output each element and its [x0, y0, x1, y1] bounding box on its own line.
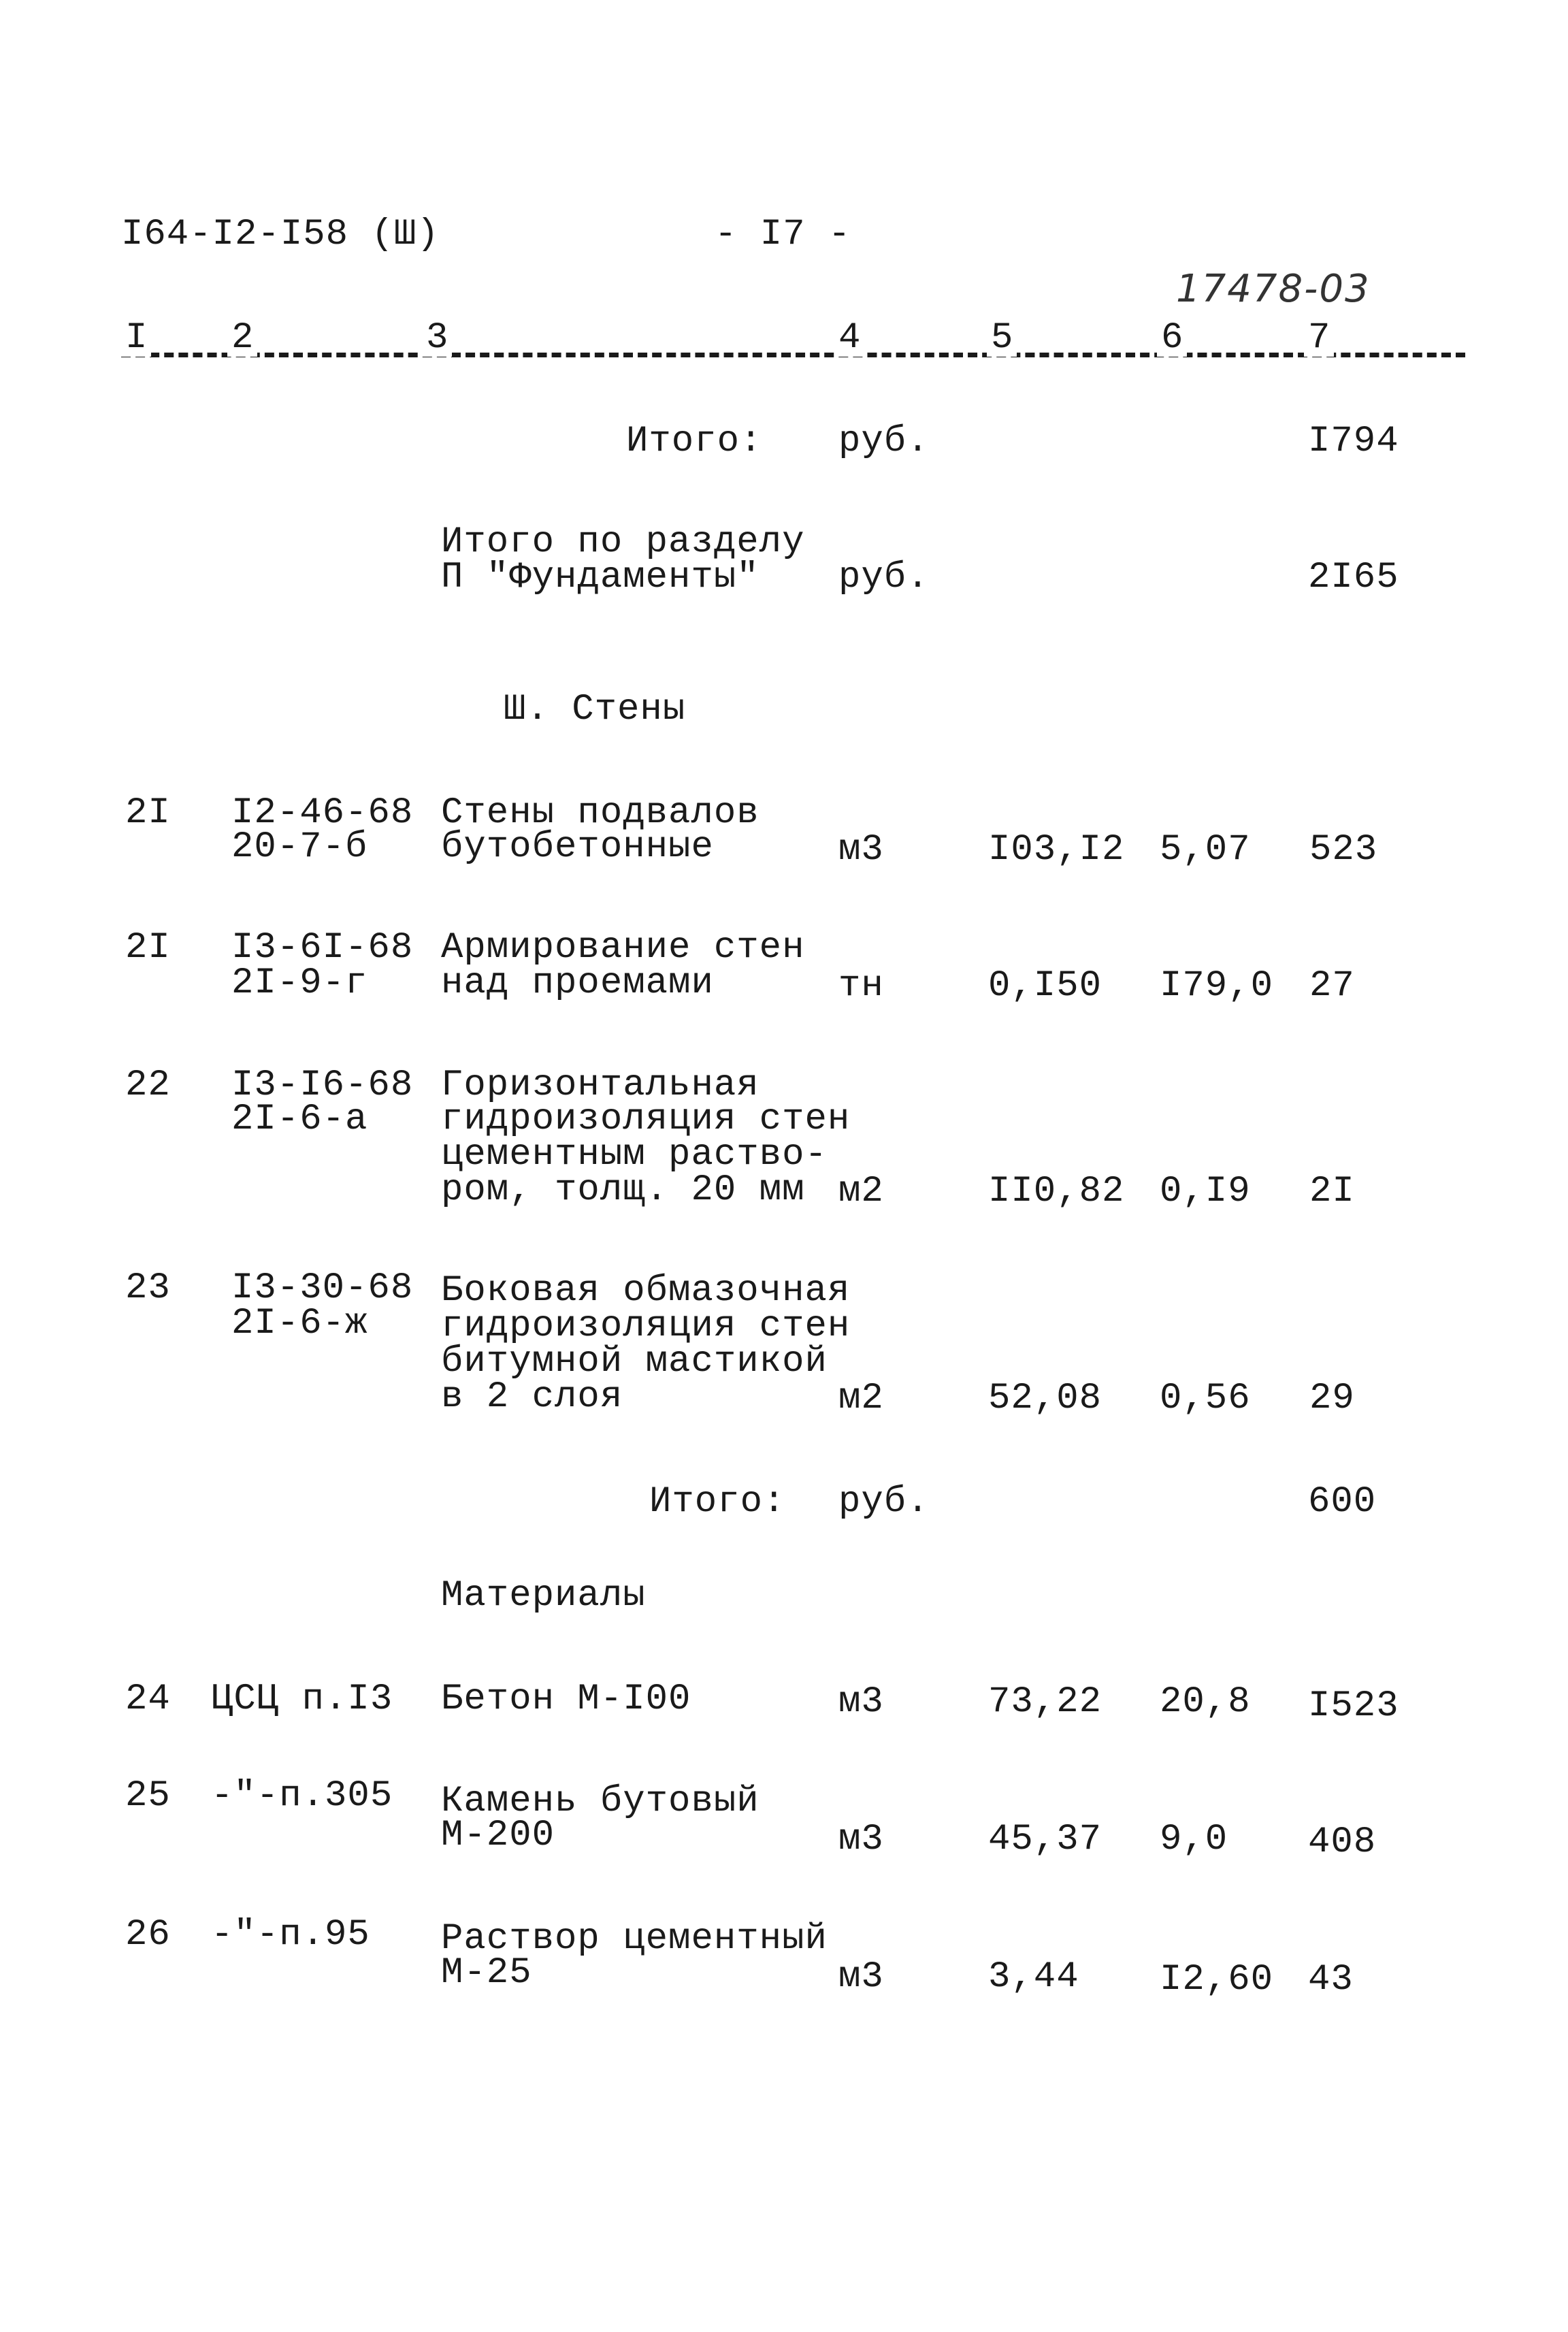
row-number: 22: [125, 1065, 171, 1106]
row-total: 523: [1309, 829, 1378, 871]
document-code: I64-I2-I58 (Ш): [121, 214, 440, 255]
page-number: - I7 -: [715, 214, 851, 255]
row-unit: м3: [838, 1681, 884, 1723]
itogo-value: I794: [1308, 421, 1399, 462]
row-total: 43: [1308, 1959, 1354, 2001]
row-code: I3-30-68: [231, 1267, 414, 1309]
row-total: 408: [1308, 1821, 1377, 1863]
row-code: I3-I6-68: [231, 1065, 414, 1106]
row-unit: м2: [838, 1378, 884, 1419]
column-number-7: 7: [1304, 320, 1334, 357]
row-description-line: битумной мастикой: [441, 1341, 828, 1382]
row-unit: тн: [838, 965, 884, 1007]
row-price: 0,I9: [1160, 1171, 1251, 1212]
row-quantity: II0,82: [988, 1171, 1125, 1212]
row-code: -"-п.95: [211, 1914, 370, 1956]
row-description-line: Боковая обмазочная: [441, 1270, 851, 1312]
row-quantity: 3,44: [988, 1956, 1079, 1998]
row-quantity: 52,08: [988, 1378, 1102, 1419]
row-description-line: в 2 слоя: [441, 1376, 623, 1418]
column-number-4: 4: [834, 320, 864, 357]
column-number-6: 6: [1157, 320, 1187, 357]
column-number-1: I: [121, 320, 151, 357]
row-description-line: ром, толщ. 20 мм: [441, 1169, 805, 1211]
row-unit: м3: [838, 1819, 884, 1860]
row-description-line: М-200: [441, 1815, 555, 1856]
row-code: I2-46-68: [231, 792, 414, 834]
row-description-line: М-25: [441, 1952, 532, 1994]
row-number: 25: [125, 1775, 171, 1817]
section-total-label-line1: Итого по разделу: [441, 521, 805, 563]
itogo-label: Итого:: [626, 421, 763, 462]
row-description-line: Раствор цементный: [441, 1918, 828, 1960]
row-description-line: Камень бутовый: [441, 1781, 760, 1822]
section-total-unit: руб.: [838, 557, 930, 598]
row-number: 24: [125, 1679, 171, 1720]
row-total: I523: [1308, 1685, 1399, 1727]
row-number: 26: [125, 1914, 171, 1956]
row-code-detail: 20-7-б: [231, 826, 368, 868]
row-price: 5,07: [1160, 829, 1251, 871]
row-price: I2,60: [1160, 1959, 1274, 2001]
row-code: -"-п.305: [211, 1775, 393, 1817]
row-quantity: 73,22: [988, 1681, 1102, 1723]
row-description-line: над проемами: [441, 962, 714, 1004]
row-code-detail: 2I-6-а: [231, 1099, 368, 1140]
handwritten-number: 17478-03: [1176, 267, 1371, 311]
row-price: 20,8: [1160, 1681, 1251, 1723]
row-unit: м2: [838, 1171, 884, 1212]
row-price: 0,56: [1160, 1378, 1251, 1419]
row-number: 23: [125, 1267, 171, 1309]
row-total: 2I: [1309, 1171, 1355, 1212]
section-total-value: 2I65: [1308, 557, 1399, 598]
row-quantity: I03,I2: [988, 829, 1125, 871]
row-code-detail: 2I-9-г: [231, 962, 368, 1004]
column-number-5: 5: [987, 320, 1017, 357]
row-price: I79,0: [1160, 965, 1274, 1007]
column-number-2: 2: [227, 320, 257, 357]
row-number: 2I: [125, 792, 171, 834]
row-total: 29: [1309, 1378, 1355, 1419]
row-code-detail: 2I-6-ж: [231, 1303, 368, 1344]
row-description-line: Стены подвалов: [441, 792, 760, 834]
row-description-line: цементным раство-: [441, 1134, 828, 1176]
row-total: 27: [1309, 965, 1355, 1007]
row-description-line: Бетон М-I00: [441, 1679, 691, 1720]
row-code: I3-6I-68: [231, 927, 414, 969]
subtotal-unit: руб.: [838, 1481, 930, 1523]
row-quantity: 0,I50: [988, 965, 1102, 1007]
row-description-line: гидроизоляция стен: [441, 1306, 851, 1347]
itogo-unit: руб.: [838, 421, 930, 462]
row-price: 9,0: [1160, 1819, 1228, 1860]
section-heading: Ш. Стены: [504, 689, 686, 730]
row-unit: м3: [838, 829, 884, 871]
row-code: ЦСЦ п.I3: [211, 1679, 393, 1720]
subtotal-label: Итого:: [649, 1481, 786, 1523]
materials-heading: Материалы: [441, 1575, 646, 1617]
row-description-line: Армирование стен: [441, 927, 805, 969]
column-number-3: 3: [422, 320, 452, 357]
row-description-line: гидроизоляция стен: [441, 1099, 851, 1140]
row-quantity: 45,37: [988, 1819, 1102, 1860]
row-description-line: бутобетонные: [441, 826, 714, 868]
subtotal-value: 600: [1308, 1481, 1377, 1523]
row-number: 2I: [125, 927, 171, 969]
row-description-line: Горизонтальная: [441, 1065, 760, 1106]
column-header-rule: [121, 353, 1465, 357]
section-total-label-line2: П "Фундаменты": [441, 557, 760, 598]
row-unit: м3: [838, 1956, 884, 1998]
